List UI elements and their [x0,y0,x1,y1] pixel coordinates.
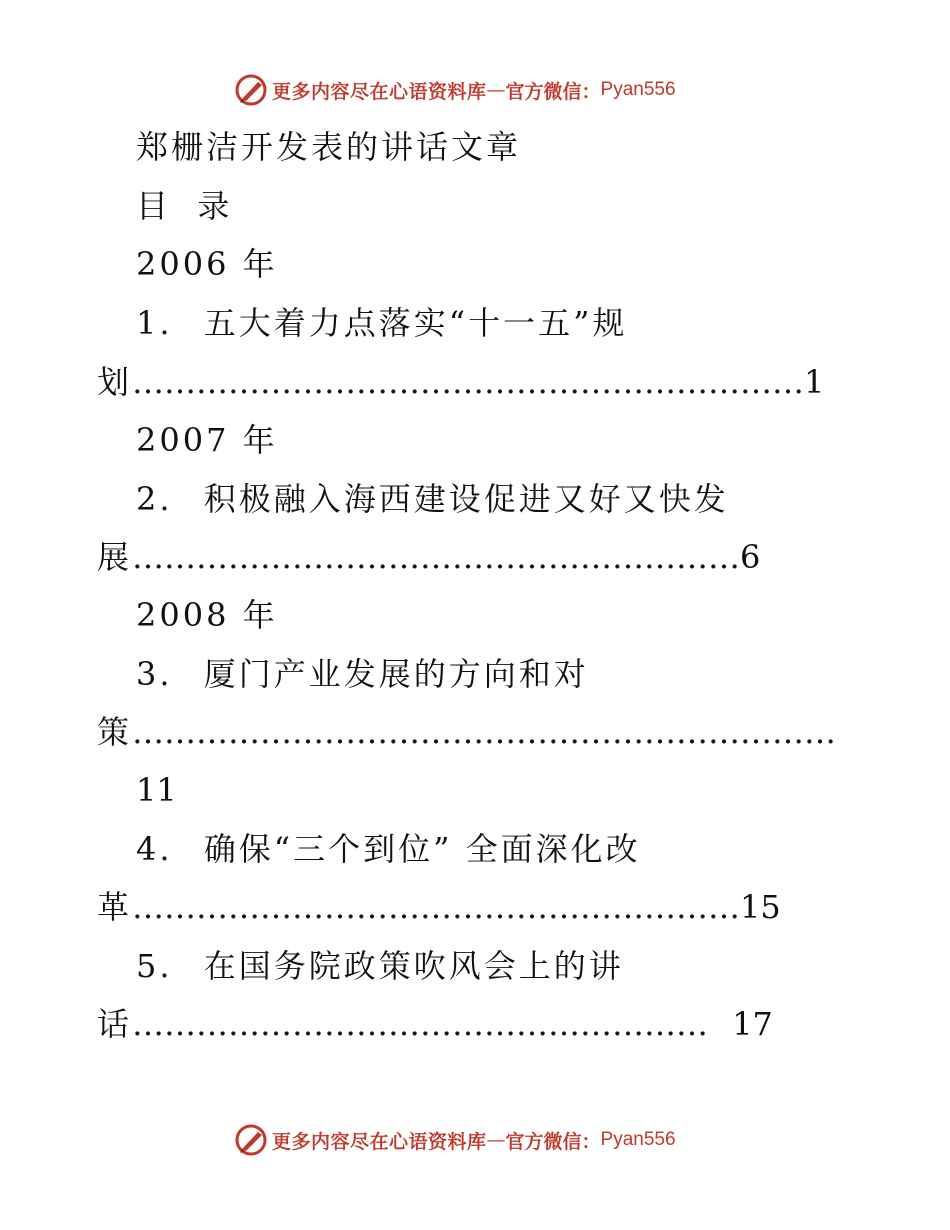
toc-entry-4-title-end: 革 [97,888,133,926]
toc-entry-3-title-text: 厦门产业发展的方向和对 [203,655,589,693]
watermark-wechat-id: Pyan556 [600,79,676,100]
toc-entry-3-page: 11 [136,771,177,809]
watermark-site-text: 更多内容尽在心语资料库 [272,1130,487,1153]
toc-entry-1-title [136,303,627,343]
toc-entry-2-title [136,479,729,519]
toc-entry-5-leader[interactable] [97,1004,773,1044]
toc-entry-3-leader[interactable] [97,712,836,752]
year-heading-2007: 2007 年 [136,421,278,459]
watermark-dash: — [486,1129,506,1151]
toc-entry-1-leader[interactable] [97,362,824,402]
toc-entry-5-title-text: 在国务院政策吹风会上的讲 [203,947,624,985]
toc-entry-3-page-line[interactable] [136,770,177,810]
watermark-site-text: 更多内容尽在心语资料库 [272,80,487,103]
toc-heading-text: 目 录 [136,187,233,225]
toc-entry-4-title [136,829,641,869]
year-heading-2006: 2006 年 [136,245,278,283]
toc-heading [136,186,232,226]
toc-entry-3-title [136,654,589,694]
toc-entry-2-title-text: 积极融入海西建设促进又好又快发 [203,480,729,518]
watermark-wechat-id: Pyan556 [600,1129,676,1150]
toc-entry-1-number: 1. [136,304,173,342]
toc-entry-5-title-end: 话 [97,1005,133,1043]
year-heading-2008: 2008 年 [136,596,278,634]
toc-entry-2-number: 2. [136,480,173,518]
toc-entry-1-title-text: 五大着力点落实“十一五”规 [203,304,628,342]
toc-entry-5-dots: ……………………………………………… [132,1005,719,1043]
pen-logo-icon [234,1123,268,1157]
toc-entry-2-page: 6 [740,538,761,576]
document-title: 郑栅洁开发表的讲话文章 [136,128,522,166]
watermark-footer [234,1122,676,1158]
toc-entry-5-title [136,946,624,986]
watermark-wechat-label: 官方微信： [505,80,601,103]
toc-entry-4-number: 4. [136,830,173,868]
toc-entry-3-dots: ………………………………………………………… [132,713,837,751]
toc-entry-4-page: 15 [740,888,781,926]
toc-entry-5-number: 5. [136,947,173,985]
toc-entry-4-title-text: 确保“三个到位” 全面深化改 [203,830,641,868]
toc-entry-5-page: 17 [732,1005,773,1043]
watermark-dash: — [486,79,506,101]
toc-entry-1-title-end: 划 [97,363,133,401]
toc-entry-4-dots: ………………………………………………… [132,888,741,926]
toc-entry-3-title-end: 策 [97,713,133,751]
toc-entry-3-number: 3. [136,655,173,693]
toc-entry-1-page: 1 [804,363,825,401]
toc-entry-1-dots: ……………………………………………………… [132,363,805,401]
watermark-wechat-label: 官方微信： [505,1130,601,1153]
toc-entry-2-title-end: 展 [97,538,133,576]
toc-entry-2-dots: ………………………………………………… [132,538,741,576]
toc-entry-2-leader[interactable] [97,537,760,577]
watermark-header [234,72,676,108]
toc-entry-4-leader[interactable] [97,887,781,927]
pen-logo-icon [234,73,268,107]
